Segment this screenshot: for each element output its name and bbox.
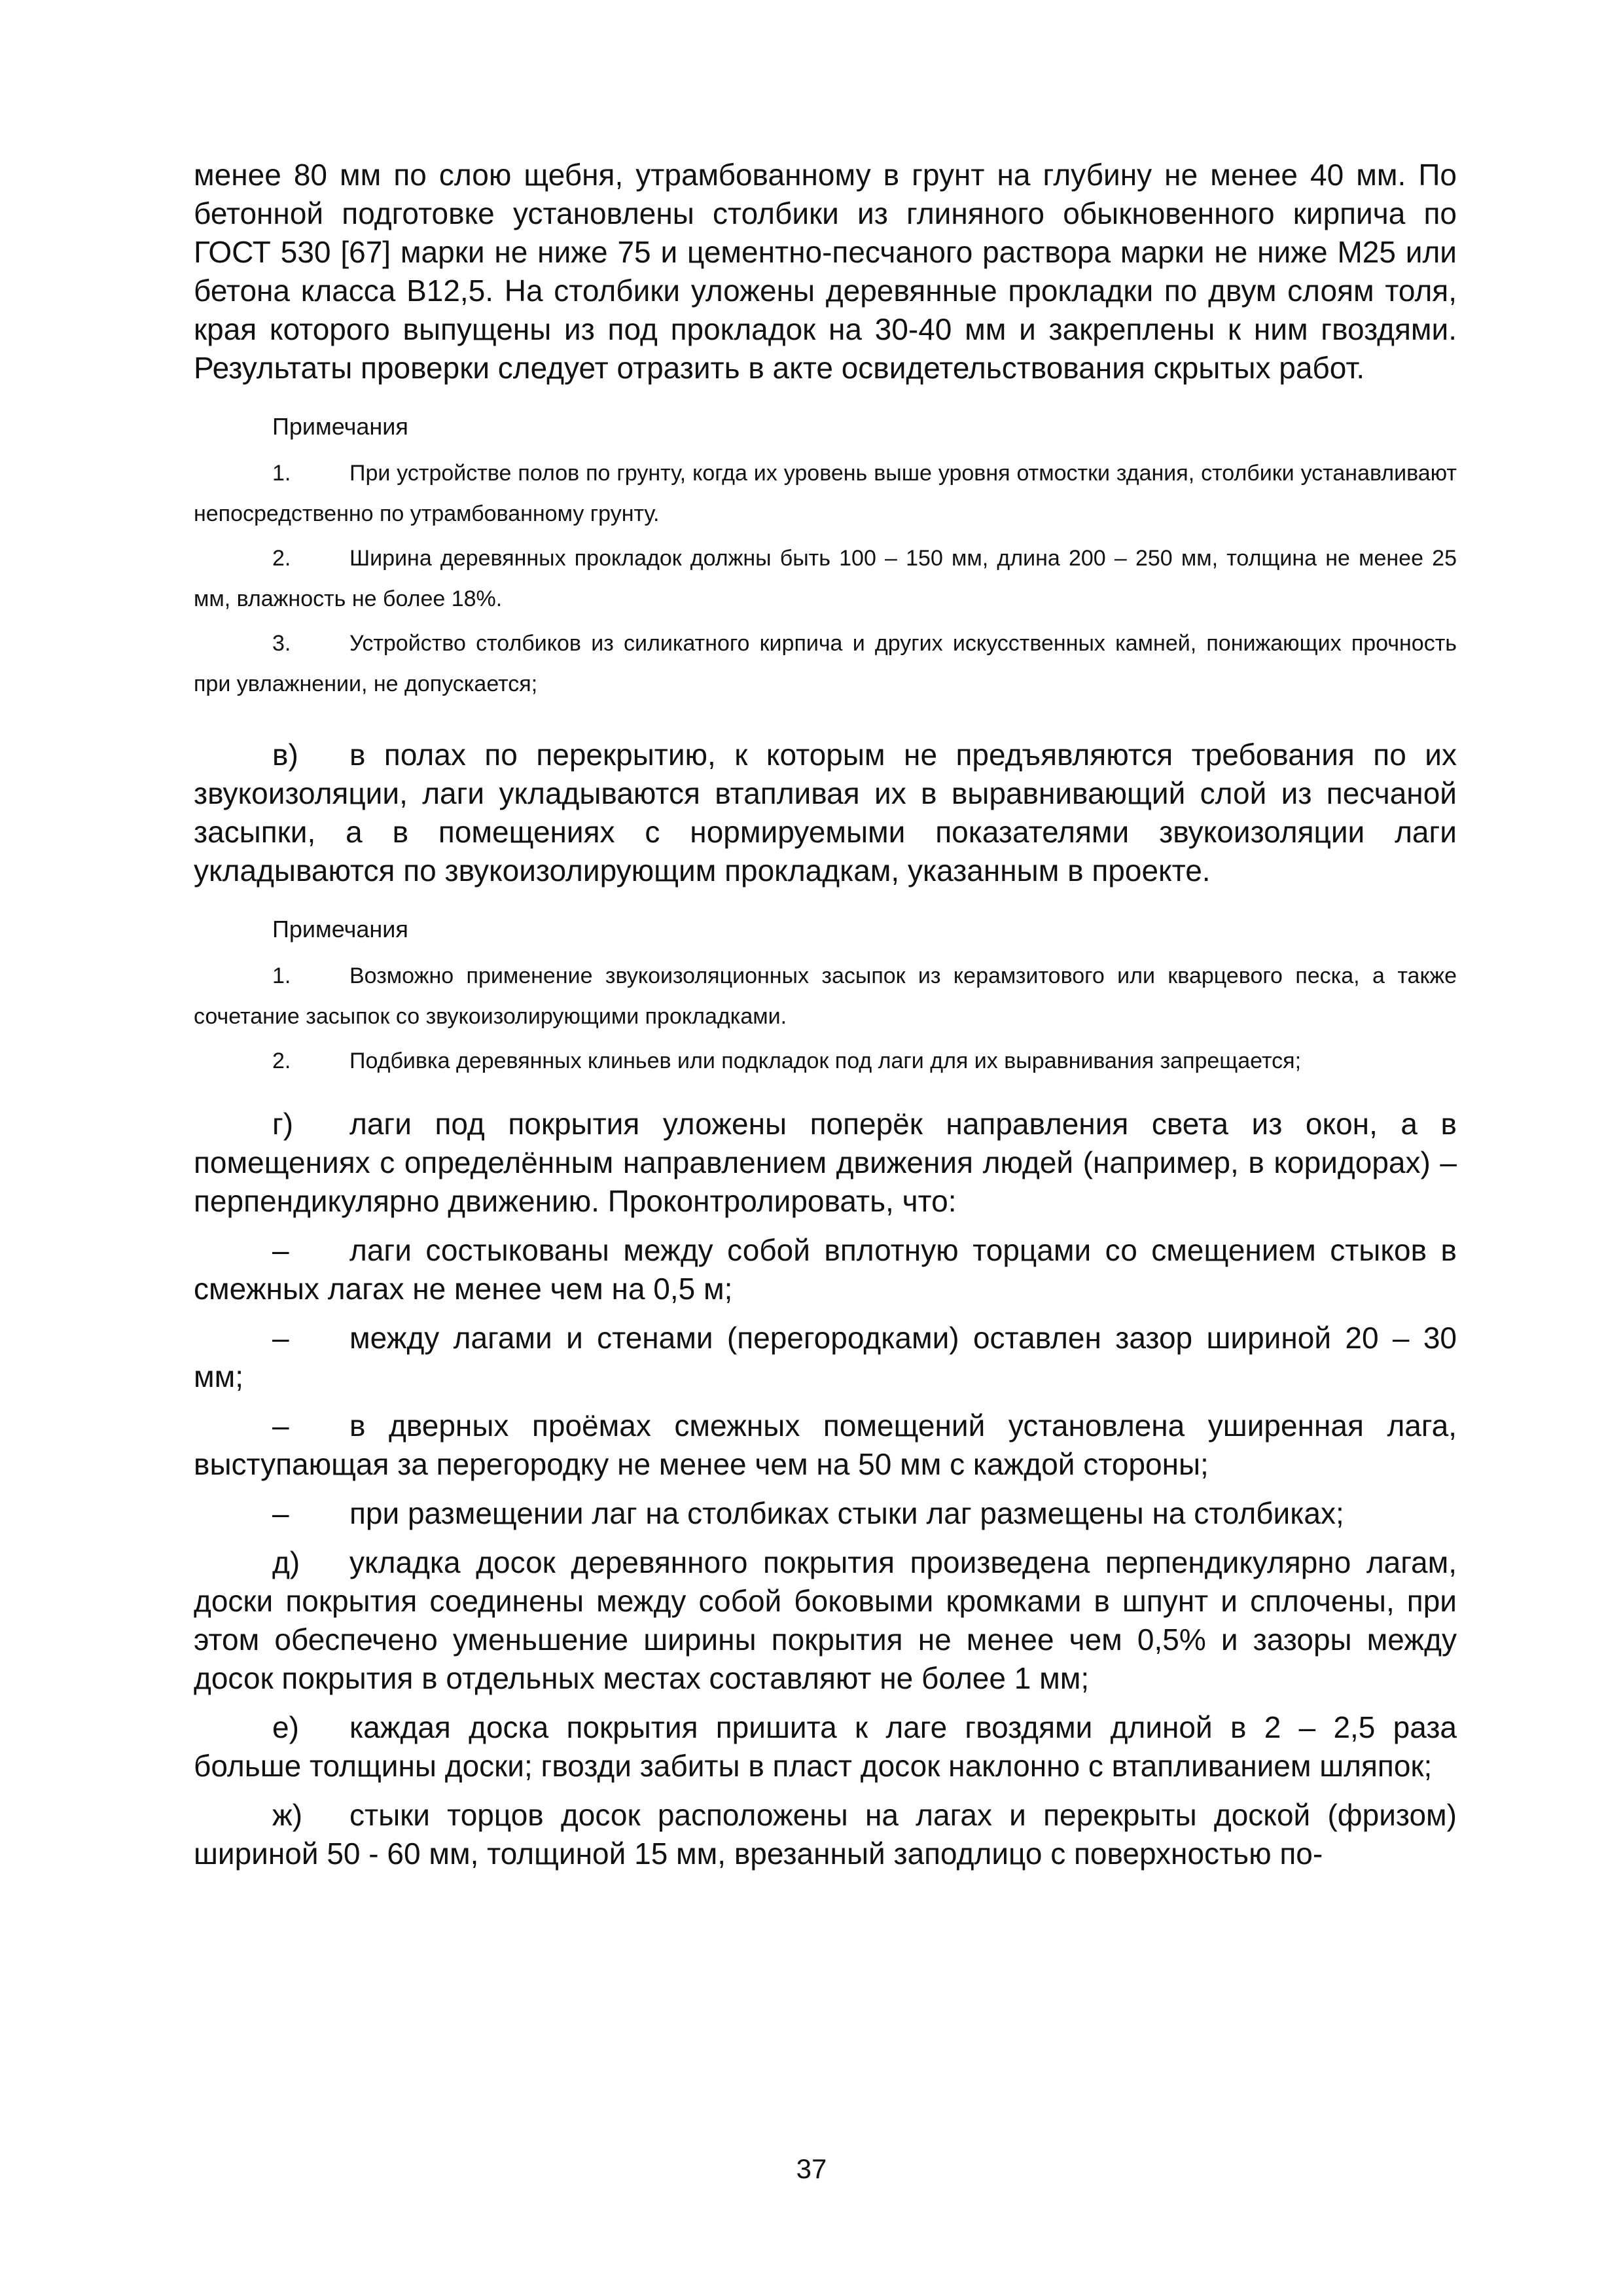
item-d	[194, 1543, 1457, 1698]
note-1-3	[194, 623, 1457, 704]
item-v	[194, 736, 1457, 890]
note-2-1	[194, 956, 1457, 1037]
note-text: Ширина деревянных прокладок должны быть 100 – 150 мм, длина 200 – 250 мм, толщина не менее 25 мм, влажность не более 18%.	[194, 546, 1457, 611]
dash-item-1	[194, 1231, 1457, 1308]
dash-item-3	[194, 1407, 1457, 1484]
dash-mark: –	[272, 1408, 289, 1443]
note-1-2	[194, 538, 1457, 619]
item-text: стыки торцов досок расположены на лагах и перекрыты доской (фризом) шириной 50 - 60 мм, толщиной 15 мм, врезанный заподлицо с поверхностью по-	[194, 1798, 1457, 1871]
notes-heading-1: Примечания	[272, 413, 408, 440]
note-1-1	[194, 453, 1457, 534]
dash-mark: –	[272, 1321, 289, 1355]
dash-mark: –	[272, 1496, 289, 1530]
item-label: е)	[272, 1710, 299, 1744]
note-number: 1.	[272, 461, 291, 486]
dash-item-2	[194, 1319, 1457, 1396]
item-label: ж)	[272, 1798, 303, 1832]
note-text: При устройстве полов по грунту, когда их уровень выше уровня отмостки здания, столбики устанавливают непосредственно по утрамбованному грунту.	[194, 461, 1457, 526]
item-text: лаги под покрытия уложены поперёк направления света из окон, а в помещениях с определённым направлением движения людей (например, в коридорах) – перпендикулярно движению. Проконтролировать, что:	[194, 1107, 1457, 1218]
page-number: 37	[796, 2153, 827, 2184]
intro-paragraph: менее 80 мм по слою щебня, утрамбованному в грунт на глубину не менее 40 мм. По бетонной подготовке установлены столбики из глиняного обыкновенного кирпича по ГОСТ 530 [67] марки не ниже 75 и цементно-песчаного раствора марки не ниже М25 или бетона класса В12,5. На столбики уложены деревянные прокладки по двум слоям толя, края которого выпущены из под прокладок на 30-40 мм и закреплены к ним гвоздями. Результаты проверки следует отразить в акте освидетельствования скрытых работ.	[194, 158, 1457, 385]
item-text: в полах по перекрытию, к которым не предъявляются требования по их звукоизоляции, лаги укладываются втапливая их в выравнивающий слой из песчаной засыпки, а в помещениях с нормируемыми показателями звукоизоляции лаги укладываются по звукоизолирующим прокладкам, указанным в проекте.	[194, 738, 1457, 888]
dash-text: лаги состыкованы между собой вплотную торцами со смещением стыков в смежных лагах не менее чем на 0,5 м;	[194, 1233, 1457, 1306]
dash-text: при размещении лаг на столбиках стыки лаг размещены на столбиках;	[349, 1496, 1344, 1530]
item-zh	[194, 1796, 1457, 1873]
item-text: каждая доска покрытия пришита к лаге гвоздями длиной в 2 – 2,5 раза больше толщины доски; гвозди забиты в пласт досок наклонно с втапливанием шляпок;	[194, 1710, 1457, 1783]
item-label: г)	[272, 1107, 294, 1141]
note-2-2	[194, 1041, 1457, 1081]
dash-text: между лагами и стенами (перегородками) оставлен зазор шириной 20 – 30 мм;	[194, 1321, 1457, 1393]
item-g	[194, 1105, 1457, 1221]
item-label: д)	[272, 1545, 300, 1579]
note-text: Устройство столбиков из силикатного кирпича и других искусственных камней, понижающих прочность при увлажнении, не допускается;	[194, 631, 1457, 696]
note-number: 1.	[272, 963, 291, 988]
dash-mark: –	[272, 1233, 289, 1267]
item-label: в)	[272, 738, 298, 772]
item-text: укладка досок деревянного покрытия произведена перпендикулярно лагам, доски покрытия соединены между собой боковыми кромками в шпунт и сплочены, при этом обеспечено уменьшение ширины покрытия не менее чем 0,5% и зазоры между досок покрытия в отдельных местах составляют не более 1 мм;	[194, 1545, 1457, 1695]
dash-item-4	[194, 1494, 1457, 1533]
item-e	[194, 1708, 1457, 1785]
dash-text: в дверных проёмах смежных помещений установлена уширенная лага, выступающая за перегородку не менее чем на 50 мм с каждой стороны;	[194, 1408, 1457, 1481]
note-number: 2.	[272, 1049, 291, 1073]
document-page	[194, 156, 1457, 1873]
note-text: Возможно применение звукоизоляционных засыпок из керамзитового или кварцевого песка, а также сочетание засыпок со звукоизолирующими прокладками.	[194, 963, 1457, 1029]
notes-heading-2: Примечания	[272, 916, 408, 942]
note-number: 3.	[272, 631, 291, 656]
note-text: Подбивка деревянных клиньев или подкладок под лаги для их выравнивания запрещается;	[349, 1049, 1302, 1073]
note-number: 2.	[272, 546, 291, 571]
